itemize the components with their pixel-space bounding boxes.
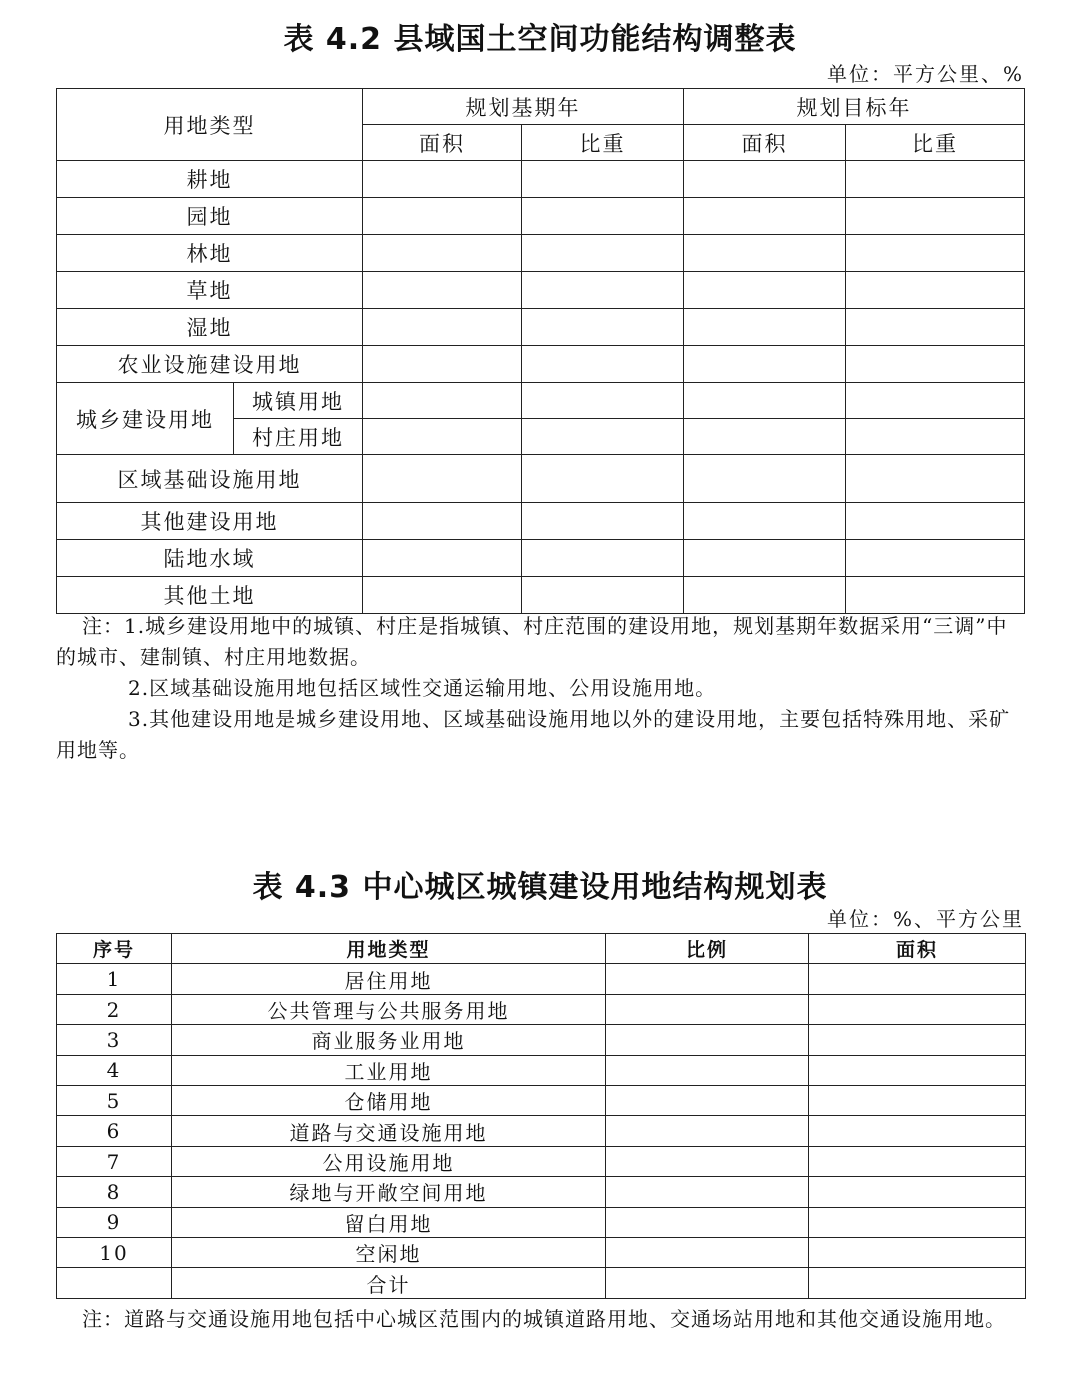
cell	[846, 540, 1025, 577]
header-ratio: 比例	[606, 934, 809, 964]
row-no: 1	[57, 964, 172, 994]
cell	[846, 198, 1025, 235]
cell	[606, 994, 809, 1024]
cell	[606, 1086, 809, 1116]
row-type: 公用设施用地	[172, 1146, 606, 1176]
cell	[846, 383, 1025, 419]
row-label: 陆地水域	[57, 540, 363, 577]
cell	[606, 1146, 809, 1176]
row-label: 农业设施建设用地	[57, 346, 363, 383]
row-label: 区域基础设施用地	[57, 455, 363, 503]
row-no: 4	[57, 1055, 172, 1085]
row-type: 空闲地	[172, 1238, 606, 1268]
cell	[684, 383, 846, 419]
table-row	[57, 161, 1025, 198]
cell	[809, 1086, 1026, 1116]
cell	[809, 1238, 1026, 1268]
cell	[363, 383, 522, 419]
cell	[684, 503, 846, 540]
cell	[363, 198, 522, 235]
table-row-total	[57, 1268, 1026, 1299]
land-function-table	[56, 88, 1025, 614]
sub-row-label: 村庄用地	[234, 419, 363, 455]
header-target-area: 面积	[684, 125, 846, 161]
header-no: 序号	[57, 934, 172, 964]
row-no: 5	[57, 1086, 172, 1116]
cell	[363, 346, 522, 383]
row-type: 公共管理与公共服务用地	[172, 994, 606, 1024]
row-label: 湿地	[57, 309, 363, 346]
row-no: 10	[57, 1238, 172, 1268]
table1-notes	[56, 611, 1025, 766]
cell	[522, 383, 684, 419]
cell	[684, 455, 846, 503]
header-land-type: 用地类型	[57, 89, 363, 161]
cell	[522, 272, 684, 309]
row-no: 6	[57, 1116, 172, 1146]
table1-title: 表 4.2 县域国土空间功能结构调整表	[283, 22, 797, 57]
cell	[522, 235, 684, 272]
row-label: 其他建设用地	[57, 503, 363, 540]
cell	[684, 346, 846, 383]
table1-unit: 单位：平方公里、%	[826, 62, 1024, 86]
table-row	[57, 540, 1025, 577]
cell	[522, 309, 684, 346]
table-row	[57, 1238, 1026, 1268]
cell	[363, 309, 522, 346]
table-row	[57, 1177, 1026, 1207]
header-base-area: 面积	[363, 125, 522, 161]
cell	[363, 455, 522, 503]
row-no: 7	[57, 1146, 172, 1176]
cell	[846, 419, 1025, 455]
cell	[684, 198, 846, 235]
cell	[684, 309, 846, 346]
cell	[606, 1207, 809, 1237]
table-row	[57, 1025, 1026, 1055]
table-row	[57, 503, 1025, 540]
cell	[363, 577, 522, 614]
row-type: 居住用地	[172, 964, 606, 994]
row-no: 8	[57, 1177, 172, 1207]
row-label: 耕地	[57, 161, 363, 198]
header-land-type: 用地类型	[172, 934, 606, 964]
row-type: 留白用地	[172, 1207, 606, 1237]
table-row	[57, 383, 1025, 419]
row-type: 仓储用地	[172, 1086, 606, 1116]
cell	[809, 964, 1026, 994]
cell	[606, 1116, 809, 1146]
table1-note-1: 注：1.城乡建设用地中的城镇、村庄是指城镇、村庄范围的建设用地，规划基期年数据采用“三调”中的城市、建制镇、村庄用地数据。	[56, 614, 1008, 669]
table-row	[57, 964, 1026, 994]
cell	[846, 309, 1025, 346]
urban-rural-label: 城乡建设用地	[57, 383, 234, 455]
cell	[846, 235, 1025, 272]
cell	[363, 161, 522, 198]
cell	[363, 235, 522, 272]
cell	[606, 1177, 809, 1207]
table1-note-2: 2.区域基础设施用地包括区域性交通运输用地、公用设施用地。	[128, 676, 717, 700]
row-type: 工业用地	[172, 1055, 606, 1085]
cell	[363, 419, 522, 455]
table2-note: 注：道路与交通设施用地包括中心城区范围内的城镇道路用地、交通场站用地和其他交通设施用地。	[82, 1307, 1006, 1331]
cell	[684, 161, 846, 198]
row-type: 合计	[172, 1268, 606, 1299]
cell	[522, 540, 684, 577]
table-row	[57, 1116, 1026, 1146]
cell	[809, 1055, 1026, 1085]
row-no: 2	[57, 994, 172, 1024]
table-row	[57, 346, 1025, 383]
cell	[846, 272, 1025, 309]
cell	[809, 1146, 1026, 1176]
row-label: 园地	[57, 198, 363, 235]
cell	[522, 161, 684, 198]
cell	[809, 994, 1026, 1024]
cell	[522, 577, 684, 614]
table-row	[57, 577, 1025, 614]
sub-row-label: 城镇用地	[234, 383, 363, 419]
cell	[522, 346, 684, 383]
cell	[846, 455, 1025, 503]
cell	[809, 1268, 1026, 1299]
cell	[809, 1116, 1026, 1146]
table-row	[57, 309, 1025, 346]
header-base-year: 规划基期年	[363, 89, 684, 125]
urban-land-structure-table	[56, 933, 1026, 1299]
table-row	[57, 1207, 1026, 1237]
header-base-proportion: 比重	[522, 125, 684, 161]
header-area: 面积	[809, 934, 1026, 964]
cell	[363, 503, 522, 540]
cell	[606, 1025, 809, 1055]
row-no: 9	[57, 1207, 172, 1237]
table-row	[57, 994, 1026, 1024]
cell	[846, 346, 1025, 383]
cell	[684, 540, 846, 577]
table-row	[57, 1055, 1026, 1085]
row-label: 林地	[57, 235, 363, 272]
table-row	[57, 235, 1025, 272]
table2-notes	[56, 1304, 1025, 1335]
table-row	[57, 455, 1025, 503]
cell	[522, 419, 684, 455]
cell	[522, 198, 684, 235]
table-row	[57, 1146, 1026, 1176]
cell	[809, 1177, 1026, 1207]
cell	[363, 540, 522, 577]
cell	[684, 419, 846, 455]
table1-note-3: 3.其他建设用地是城乡建设用地、区域基础设施用地以外的建设用地，主要包括特殊用地、采矿用地等。	[56, 707, 1011, 762]
cell	[809, 1207, 1026, 1237]
cell	[363, 272, 522, 309]
row-type: 绿地与开敞空间用地	[172, 1177, 606, 1207]
cell	[846, 161, 1025, 198]
cell	[522, 455, 684, 503]
row-no	[57, 1268, 172, 1299]
header-target-year: 规划目标年	[684, 89, 1025, 125]
cell	[684, 577, 846, 614]
row-type: 道路与交通设施用地	[172, 1116, 606, 1146]
row-type: 商业服务业用地	[172, 1025, 606, 1055]
cell	[846, 503, 1025, 540]
row-no: 3	[57, 1025, 172, 1055]
table-row	[57, 1086, 1026, 1116]
table-row	[57, 198, 1025, 235]
cell	[606, 1238, 809, 1268]
table-row	[57, 272, 1025, 309]
row-label: 草地	[57, 272, 363, 309]
row-label: 其他土地	[57, 577, 363, 614]
table2-title: 表 4.3 中心城区城镇建设用地结构规划表	[252, 870, 828, 905]
cell	[522, 503, 684, 540]
cell	[606, 964, 809, 994]
cell	[606, 1055, 809, 1085]
cell	[809, 1025, 1026, 1055]
cell	[684, 235, 846, 272]
cell	[606, 1268, 809, 1299]
cell	[846, 577, 1025, 614]
header-target-proportion: 比重	[846, 125, 1025, 161]
table2-unit: 单位：%、平方公里	[826, 907, 1024, 931]
cell	[684, 272, 846, 309]
